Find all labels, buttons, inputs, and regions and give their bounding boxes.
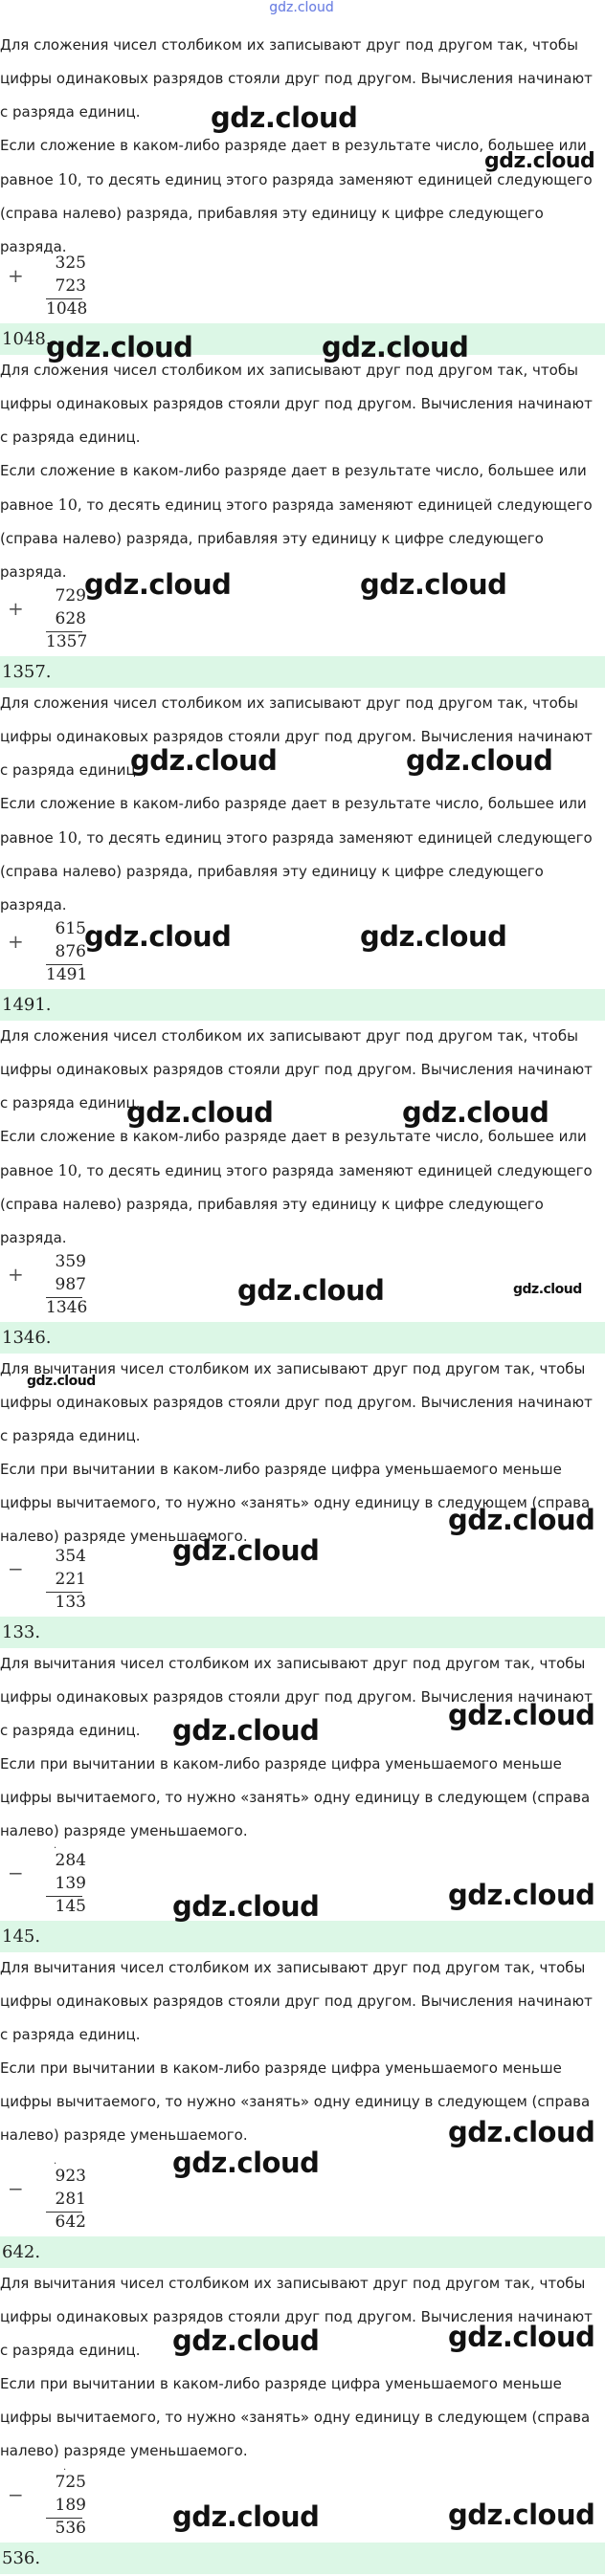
watermark: gdz.cloud — [513, 1282, 582, 1297]
solution-section-3 — [0, 687, 605, 922]
watermark: gdz.cloud — [27, 1374, 96, 1389]
watermark: gdz.cloud — [448, 2116, 595, 2148]
addition-intro-text: Для сложения чисел столбиком их записывают друг под другом так, чтобы цифры одинаковых разрядов стояли друг под другом. Вычисления начинают с разряда единиц. — [0, 36, 593, 121]
subtraction-intro-text: Для вычитания чисел столбиком их записывают друг под другом так, чтобы цифры одинаковых разрядов стояли друг под другом. Вычисления начинают с разряда единиц. — [0, 1360, 593, 1444]
column-calculation-5 — [0, 1544, 115, 1616]
subtraction-rule-text: Если при вычитании в каком-либо разряде цифра уменьшаемого меньше цифры вычитаемого, то нужно «занять» одну единицу в следующем (справа налево) разряде уменьшаемого. — [0, 2059, 591, 2144]
second-operand: 987 — [55, 1275, 86, 1294]
second-operand: 281 — [55, 2190, 86, 2209]
second-operand: 628 — [55, 609, 86, 628]
addition-intro-text: Для сложения чисел столбиком их записывают друг под другом так, чтобы цифры одинаковых разрядов стояли друг под другом. Вычисления начинают с разряда единиц. — [0, 694, 593, 779]
answer-bar-7: 642. — [0, 2236, 605, 2268]
watermark: gdz.cloud — [448, 2321, 595, 2353]
column-calculation-4 — [0, 1249, 115, 1321]
subtraction-rule-text: Если при вычитании в каком-либо разряде цифра уменьшаемого меньше цифры вычитаемого, то нужно «занять» одну единицу в следующем (справа налево) разряде уменьшаемого. — [0, 1461, 591, 1545]
watermark: gdz.cloud — [172, 1534, 320, 1567]
first-operand: 615 — [55, 919, 86, 938]
column-result: 1346 — [46, 1298, 88, 1317]
watermark: gdz.cloud — [130, 744, 278, 777]
watermark: gdz.cloud — [448, 1879, 595, 1911]
solution-section-6 — [0, 1647, 605, 1848]
plus-sign: + — [8, 930, 24, 953]
watermark: gdz.cloud — [448, 2499, 595, 2531]
solution-section-1 — [0, 29, 605, 264]
watermark: gdz.cloud — [360, 568, 507, 601]
watermark: gdz.cloud — [172, 2500, 320, 2533]
watermark: gdz.cloud — [448, 1504, 595, 1536]
first-operand: 325 — [55, 253, 86, 273]
watermark: gdz.cloud — [448, 1699, 595, 1731]
subtraction-intro-text: Для вычитания чисел столбиком их записывают друг под другом так, чтобы цифры одинаковых разрядов стояли друг под другом. Вычисления начинают с разряда единиц. — [0, 1959, 593, 2043]
plus-sign: + — [8, 264, 24, 287]
minus-sign: − — [8, 2177, 24, 2200]
watermark: gdz.cloud — [84, 568, 232, 601]
watermark: gdz.cloud — [172, 2324, 320, 2357]
column-result: 1048 — [46, 299, 88, 319]
second-operand: 876 — [55, 942, 86, 961]
addition-rule-text: Если сложение в каком-либо разряде дает в результате число, большее или равное 10, то десять единиц этого разряда заменяют единицей следующего (справа налево) разряда, прибавляя эту единицу к цифре следующего разряда. — [0, 462, 593, 581]
subtraction-rule-text: Если при вычитании в каком-либо разряде цифра уменьшаемого меньше цифры вычитаемого, то нужно «занять» одну единицу в следующем (справа налево) разряде уменьшаемого. — [0, 1755, 591, 1839]
watermark: gdz.cloud — [84, 920, 232, 953]
column-calculation-8 — [0, 2465, 115, 2542]
column-result: 642 — [55, 2213, 86, 2232]
watermark: gdz.cloud — [402, 1096, 549, 1129]
addition-rule-text: Если сложение в каком-либо разряде дает в результате число, большее или равное 10, то десять единиц этого разряда заменяют единицей следующего (справа налево) разряда, прибавляя эту единицу к цифре следующего разряда. — [0, 1128, 593, 1246]
watermark: gdz.cloud — [211, 101, 358, 134]
minus-sign: − — [8, 2483, 24, 2506]
answer-bar-1: 1048. — [0, 323, 605, 355]
first-operand: 359 — [55, 1252, 86, 1271]
borrow-dot: · — [54, 1843, 57, 1854]
column-calculation-6 — [0, 1843, 115, 1920]
first-operand: 923 — [55, 2167, 86, 2186]
minus-sign: − — [8, 1861, 24, 1884]
column-result: 1357 — [46, 632, 88, 651]
column-result: 133 — [55, 1593, 86, 1612]
addition-intro-text: Для сложения чисел столбиком их записывают друг под другом так, чтобы цифры одинаковых разрядов стояли друг под другом. Вычисления начинают с разряда единиц. — [0, 1027, 593, 1112]
watermark: gdz.cloud — [406, 744, 553, 777]
second-operand: 139 — [55, 1874, 86, 1893]
column-calculation-1 — [0, 251, 115, 322]
header-watermark: gdz.cloud — [269, 0, 334, 15]
answer-bar-6: 145. — [0, 1921, 605, 1952]
column-calculation-7 — [0, 2159, 115, 2235]
column-result: 145 — [55, 1897, 86, 1916]
plus-sign: + — [8, 597, 24, 620]
plus-sign: + — [8, 1263, 24, 1286]
answer-bar-5: 133. — [0, 1617, 605, 1648]
watermark: gdz.cloud — [360, 920, 507, 953]
watermark: gdz.cloud — [46, 331, 193, 363]
column-result: 536 — [55, 2519, 86, 2538]
watermark: gdz.cloud — [172, 2147, 320, 2179]
watermark: gdz.cloud — [126, 1096, 274, 1129]
watermark: gdz.cloud — [172, 1714, 320, 1747]
watermark: gdz.cloud — [322, 331, 469, 363]
minus-sign: − — [8, 1557, 24, 1580]
second-operand: 189 — [55, 2496, 86, 2515]
watermark: gdz.cloud — [172, 1890, 320, 1923]
borrow-dot: · — [63, 2465, 67, 2476]
answer-bar-8: 536. — [0, 2543, 605, 2574]
second-operand: 221 — [55, 1570, 86, 1589]
subtraction-intro-text: Для вычитания чисел столбиком их записывают друг под другом так, чтобы цифры одинаковых разрядов стояли друг под другом. Вычисления начинают с разряда единиц. — [0, 1655, 593, 1739]
solution-section-8 — [0, 2267, 605, 2468]
solution-section-2 — [0, 354, 605, 589]
answer-bar-2: 1357. — [0, 656, 605, 688]
answer-bar-3: 1491. — [0, 989, 605, 1021]
first-operand: 725 — [55, 2473, 86, 2492]
answer-bar-4: 1346. — [0, 1322, 605, 1354]
subtraction-intro-text: Для вычитания чисел столбиком их записывают друг под другом так, чтобы цифры одинаковых разрядов стояли друг под другом. Вычисления начинают с разряда единиц. — [0, 2275, 593, 2359]
second-operand: 723 — [55, 276, 86, 296]
solution-section-4 — [0, 1020, 605, 1255]
addition-intro-text: Для сложения чисел столбиком их записывают друг под другом так, чтобы цифры одинаковых разрядов стояли друг под другом. Вычисления начинают с разряда единиц. — [0, 362, 593, 446]
watermark: gdz.cloud — [484, 149, 595, 173]
subtraction-rule-text: Если при вычитании в каком-либо разряде цифра уменьшаемого меньше цифры вычитаемого, то нужно «занять» одну единицу в следующем (справа налево) разряде уменьшаемого. — [0, 2375, 591, 2459]
addition-rule-text: Если сложение в каком-либо разряде дает в результате число, большее или равное 10, то десять единиц этого разряда заменяют единицей следующего (справа налево) разряда, прибавляя эту единицу к цифре следующего разряда. — [0, 795, 593, 914]
watermark: gdz.cloud — [237, 1274, 385, 1307]
first-operand: 729 — [55, 586, 86, 605]
first-operand: 354 — [55, 1547, 86, 1566]
column-result: 1491 — [46, 965, 88, 984]
addition-rule-text: Если сложение в каком-либо разряде дает в результате число, большее или равное 10, то десять единиц этого разряда заменяют единицей следующего (справа налево) разряда, прибавляя эту единицу к цифре следующего разряда. — [0, 137, 593, 255]
first-operand: 284 — [55, 1851, 86, 1870]
borrow-dot: · — [54, 2159, 57, 2169]
